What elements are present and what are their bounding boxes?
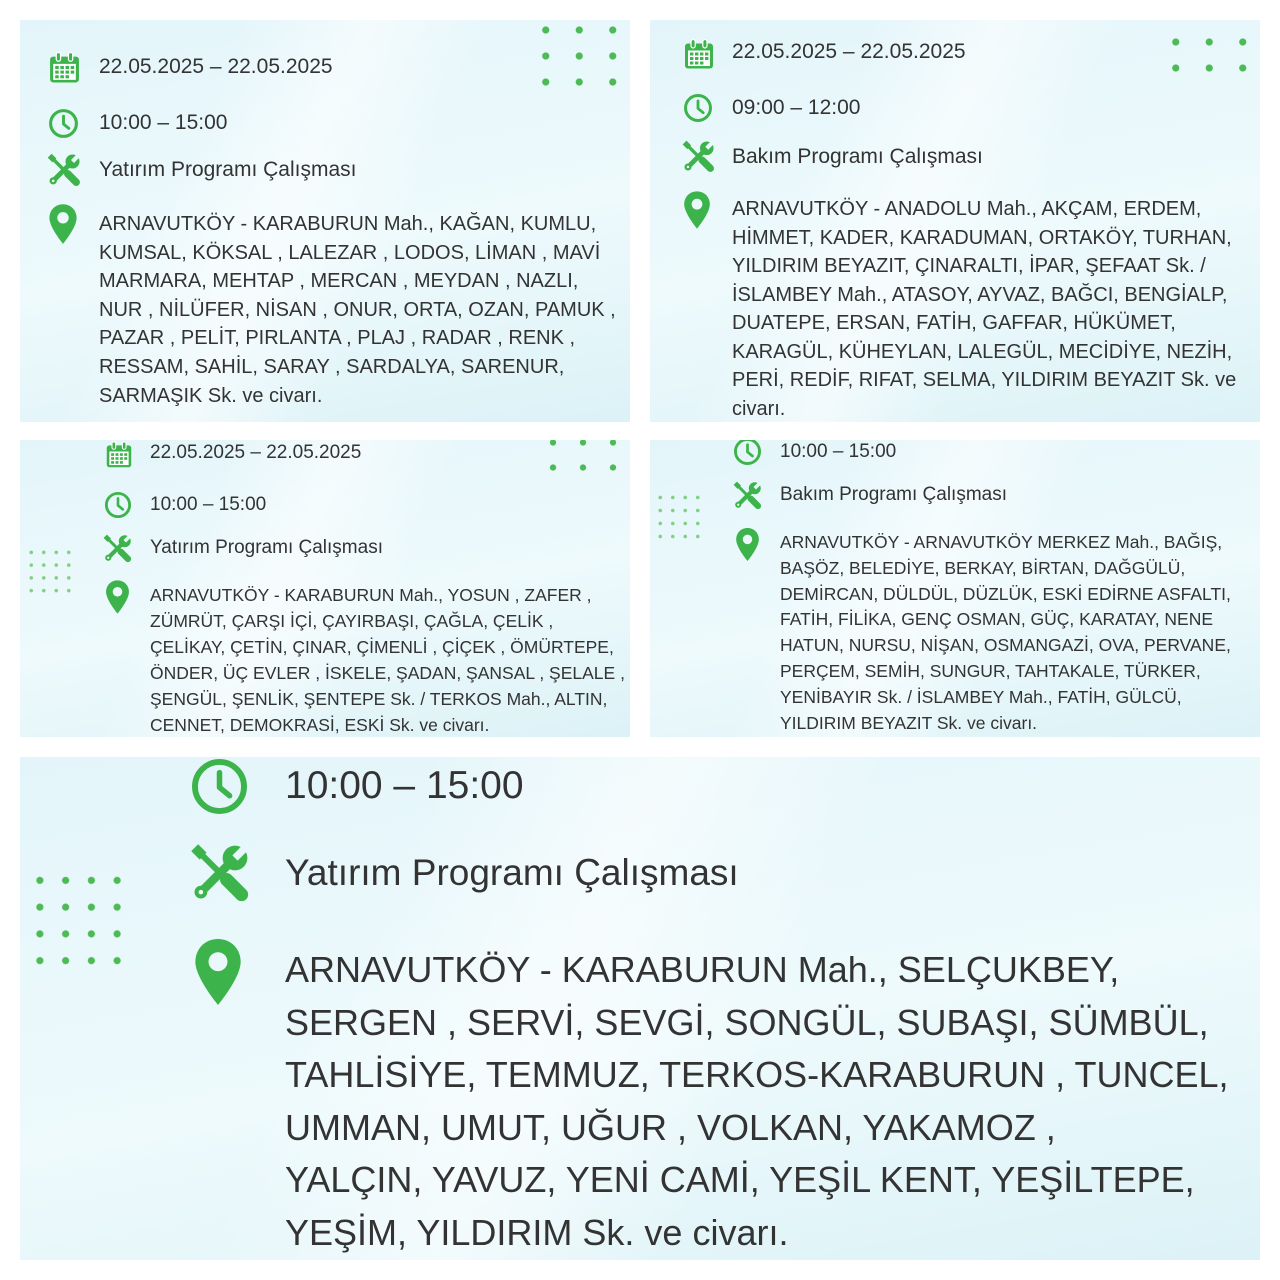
address-line: ARNAVUTKÖY - ARNAVUTKÖY MERKEZ Mah., BAĞIŞ, [780,532,1223,552]
address-list [150,582,626,737]
address-line: HİMMET, KADER, KARADUMAN, ORTAKÖY, TURHAN, [732,226,1232,249]
clock-icon [190,757,249,816]
address-line: BAŞÖZ, BELEDİYE, BERKAY, BİRTAN, DAĞGÜLÜ, [780,557,1186,578]
address-line: SARMAŞIK Sk. ve civarı. [99,384,323,407]
address-line: ARNAVUTKÖY - KARABURUN Mah., KAĞAN, KUMLU, [99,213,597,235]
address-line: HATUN, NURSU, NİŞAN, OSMANGAZİ, OVA, PERVANE, [780,635,1231,656]
address-line: SERGEN , SERVİ, SEVGİ, SONGÜL, SUBAŞI, SÜMBÜL, [285,1001,1209,1043]
address-list [732,195,1256,422]
tools-icon [190,843,250,903]
address-line: ÇELİKAY, ÇETİN, ÇINAR, ÇİMENLİ , ÇİÇEK , ÖMÜRTEPE, [150,637,614,657]
address-line: ZÜMRÜT, ÇARŞI İÇİ, ÇAYIRBAŞI, ÇAĞLA, ÇELİK , [150,611,554,631]
address-line: YILDIRIM BEYAZIT, ÇINARALTI, İPAR, ŞEFAAT Sk. / [732,255,1206,277]
calendar-icon [683,38,715,71]
tools-icon [733,481,762,510]
tools-icon [103,534,132,563]
time-range: 10:00 – 15:00 [99,111,228,134]
address-line: ARNAVUTKÖY - KARABURUN Mah., YOSUN , ZAFER , [150,585,592,605]
address-line: YEŞİM, YILDIRIM Sk. ve civarı. [285,1211,789,1253]
date-range: 22.05.2025 – 22.05.2025 [732,40,966,63]
address-line: YALÇIN, YAVUZ, YENİ CAMİ, YEŞİL KENT, YEŞİLTEPE, [285,1159,1195,1201]
date-range: 22.05.2025 – 22.05.2025 [99,55,333,78]
work-type: Bakım Programı Çalışması [780,484,1007,505]
address-line: PERÇEM, SEMİH, SUNGUR, TAHTAKALE, TÜRKER, [780,660,1201,681]
location-pin-icon [48,203,78,245]
date-range: 22.05.2025 – 22.05.2025 [150,442,362,463]
outage-card [20,20,630,422]
work-type: Bakım Programı Çalışması [732,145,983,168]
address-line: PAZAR , PELİT, PIRLANTA , PLAJ , RADAR , RENK , [99,327,576,350]
dot-grid-decoration [529,20,630,95]
address-line: RESSAM, SAHİL, SARAY , SARDALYA, SARENUR, [99,355,565,378]
calendar-icon [105,440,133,470]
work-type: Yatırım Programı Çalışması [150,537,383,558]
dot-grid-decoration [27,867,130,974]
calendar-icon [48,51,81,85]
address-list [780,530,1256,736]
time-range: 10:00 – 15:00 [780,441,897,462]
location-pin-icon [735,527,760,562]
address-line: PERİ, REDİF, RIFAT, SELMA, YILDIRIM BEYAZIT Sk. ve [732,369,1237,391]
address-line: MARMARA, MEHTAP , MERCAN , MEYDAN , NAZLI, [99,270,579,293]
location-pin-icon [683,190,711,230]
address-list [99,210,627,410]
time-range: 10:00 – 15:00 [150,494,267,515]
dot-grid-decoration [654,491,704,543]
clock-icon [733,440,762,466]
address-line: NUR , NİLÜFER, NİSAN , ONUR, ORTA, OZAN, PAMUK , [99,298,616,321]
time-range: 10:00 – 15:00 [285,764,524,807]
address-line: TAHLİSİYE, TEMMUZ, TERKOS-KARABURUN , TUNCEL, [285,1054,1229,1096]
tools-icon [47,153,81,187]
address-line: ÖNDER, ÜÇ EVLER , İSKELE, ŞADAN, ŞANSAL , ŞELALE , [150,663,625,683]
outage-card [650,440,1260,737]
work-type: Yatırım Programı Çalışması [99,158,357,181]
outage-card [650,20,1260,422]
work-type: Yatırım Programı Çalışması [285,852,739,893]
location-pin-icon [105,579,130,615]
address-line: FATİH, FİLİKA, GENÇ OSMAN, GÜÇ, KARATAY, NENE [780,609,1214,630]
address-line: ŞENGÜL, ŞENLİK, ŞENTEPE Sk. / TERKOS Mah., ALTIN, [150,689,608,709]
clock-icon [104,491,132,519]
dot-grid-decoration [25,546,75,597]
address-line: DUATEPE, ERSAN, FATİH, GAFFAR, HÜKÜMET, [732,312,1176,334]
address-line: ARNAVUTKÖY - KARABURUN Mah., SELÇUKBEY, [285,949,1120,990]
outage-card [20,440,630,737]
address-line: İSLAMBEY Mah., ATASOY, AYVAZ, BAĞCI, BENGİALP, [732,283,1228,306]
dot-grid-decoration [1159,29,1260,81]
address-line: CENNET, DEMOKRASİ, ESKİ Sk. ve civarı. [150,715,490,735]
address-line: YILDIRIM BEYAZIT Sk. ve civarı. [780,712,1038,733]
address-line: YENİBAYIR Sk. / İSLAMBEY Mah., FATİH, GÜLCÜ, [780,686,1182,707]
clock-icon [48,108,79,139]
dot-grid-decoration [538,440,628,480]
address-line: KUMSAL, KÖKSAL , LALEZAR , LODOS, LİMAN , MAVİ [99,241,601,264]
address-line: KARAGÜL, KÜHEYLAN, LALEGÜL, MECİDİYE, NEZİH, [732,340,1233,363]
clock-icon [683,93,713,123]
tools-icon [682,140,715,173]
outage-card [20,757,1260,1260]
address-line: UMMAN, UMUT, UĞUR , VOLKAN, YAKAMOZ , [285,1106,1056,1148]
time-range: 09:00 – 12:00 [732,96,861,119]
location-pin-icon [192,937,244,1007]
address-line: ARNAVUTKÖY - ANADOLU Mah., AKÇAM, ERDEM, [732,198,1202,220]
address-line: DEMİRCAN, DÜLDÜL, DÜZLÜK, ESKİ EDİRNE ASFALTI, [780,583,1231,604]
address-list [285,944,1238,1260]
address-line: civarı. [732,397,786,420]
